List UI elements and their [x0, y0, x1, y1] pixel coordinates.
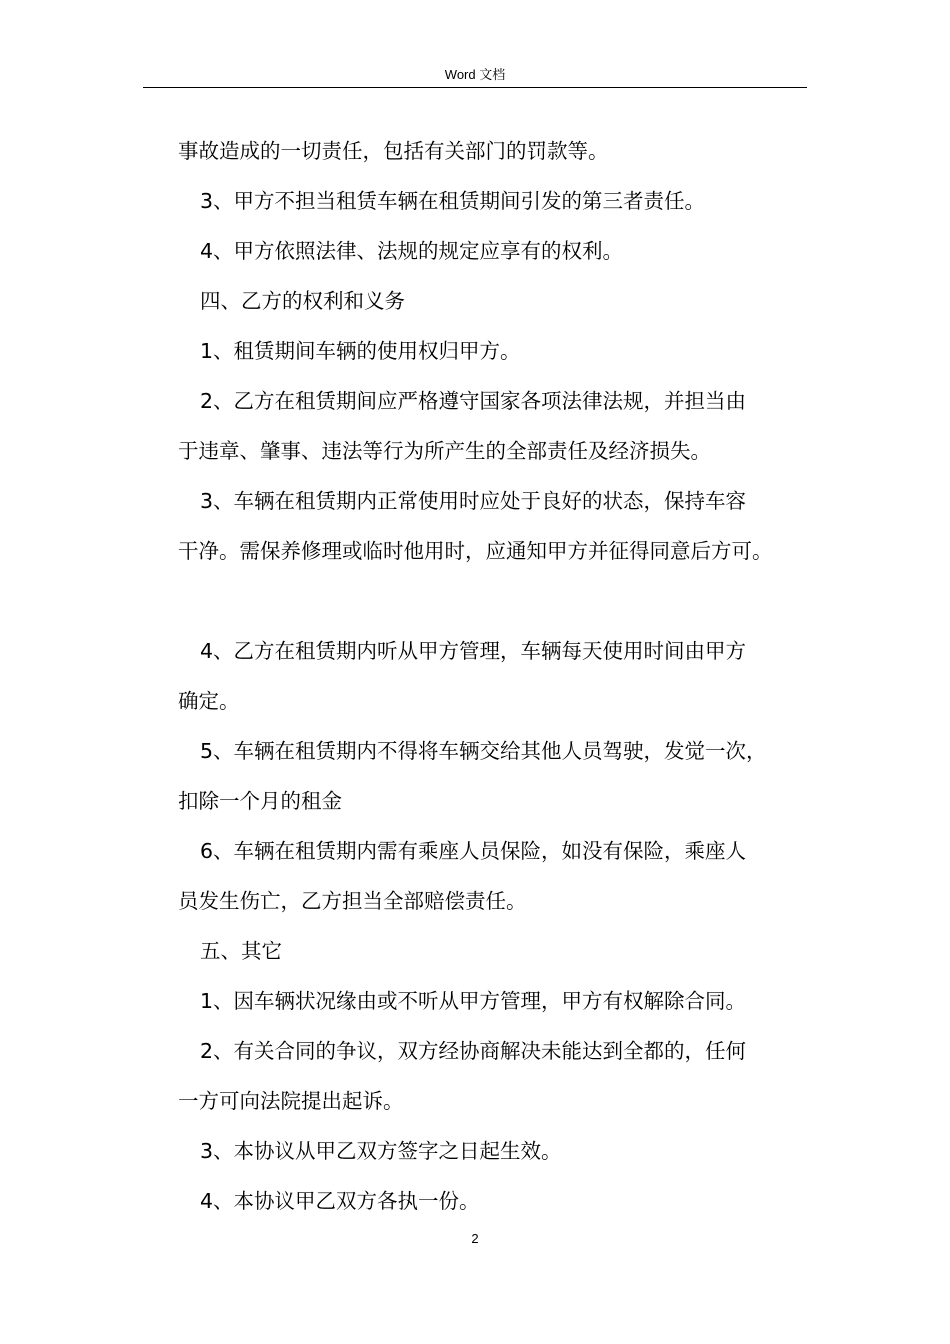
paragraph-line: 2、乙方在租赁期间应严格遵守国家各项法律法规，并担当由 — [200, 389, 747, 413]
paragraph-line: 确定。 — [178, 689, 240, 713]
paragraph-line: 3、车辆在租赁期内正常使用时应处于良好的状态，保持车容 — [200, 489, 747, 513]
paragraph-line: 1、因车辆状况缘由或不听从甲方管理，甲方有权解除合同。 — [200, 989, 747, 1013]
paragraph-line: 4、甲方依照法律、法规的规定应享有的权利。 — [200, 239, 624, 263]
blank-line — [178, 580, 828, 630]
paragraph-line: 3、甲方不担当租赁车辆在租赁期间引发的第三者责任。 — [200, 189, 706, 213]
paragraph-line: 6、车辆在租赁期内需有乘座人员保险，如没有保险，乘座人 — [200, 839, 747, 863]
page-header-title: Word 文档 — [444, 67, 506, 82]
header-divider — [143, 87, 807, 88]
paragraph-line: 3、本协议从甲乙双方签字之日起生效。 — [200, 1139, 562, 1163]
paragraph-line: 1、租赁期间车辆的使用权归甲方。 — [200, 339, 521, 363]
paragraph-line: 事故造成的一切责任，包括有关部门的罚款等。 — [178, 139, 609, 163]
paragraph-line: 5、车辆在租赁期内不得将车辆交给其他人员驾驶，发觉一次， — [200, 739, 767, 763]
page-number: 2 — [471, 1231, 479, 1246]
paragraph-line: 一方可向法院提出起诉。 — [178, 1089, 404, 1113]
section-heading: 五、其它 — [200, 939, 282, 963]
paragraph-line: 4、乙方在租赁期内听从甲方管理，车辆每天使用时间由甲方 — [200, 639, 747, 663]
paragraph-line: 扣除一个月的租金 — [178, 789, 342, 813]
paragraph-line: 于违章、肇事、违法等行为所产生的全部责任及经济损失。 — [178, 439, 711, 463]
paragraph-line: 2、有关合同的争议，双方经协商解决未能达到全都的，任何 — [200, 1039, 747, 1063]
paragraph-line: 员发生伤亡，乙方担当全部赔偿责任。 — [178, 889, 527, 913]
paragraph-line: 4、本协议甲乙双方各执一份。 — [200, 1189, 480, 1213]
section-heading: 四、乙方的权利和义务 — [200, 289, 405, 313]
paragraph-line: 干净。需保养修理或临时他用时，应通知甲方并征得同意后方可。 — [178, 539, 773, 563]
document-body — [178, 130, 828, 1230]
